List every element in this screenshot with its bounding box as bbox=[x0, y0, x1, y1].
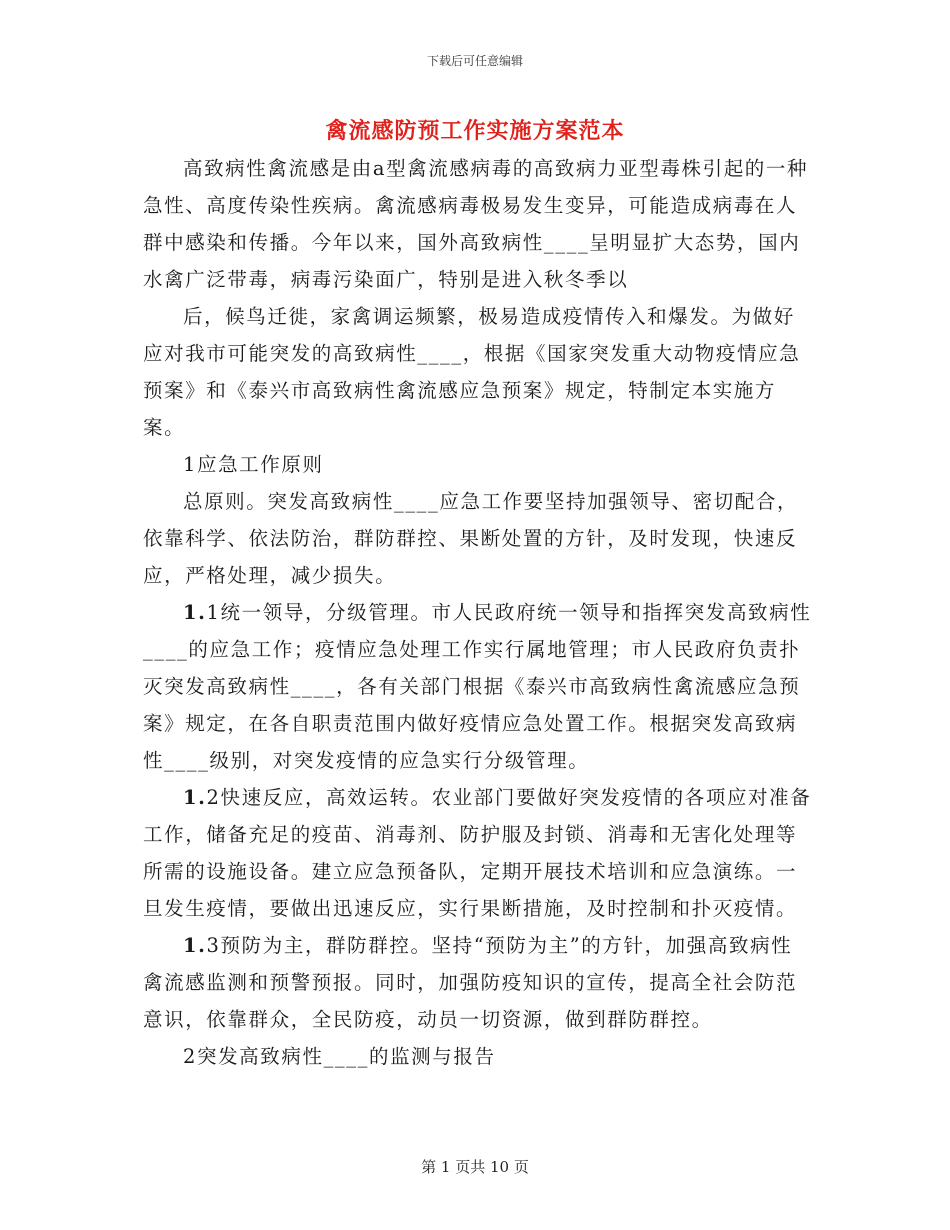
section-text: 1统一领导，分级管理。市人民政府统一领导和指挥突发高致病性____的应急工作；疫情应急处理工作实行属地管理；市人民政府负责扑灭突发高致病性____，各有关部门根据《泰兴市高致病性禽流感应急预案》规定，在各自职责范围内做好疫情应急处置工作。根据突发高致病性____级别，对突发疫情的应急实行分级管理。 bbox=[143, 601, 812, 772]
section-number: 1. bbox=[182, 934, 207, 957]
section-1-1 bbox=[143, 594, 813, 779]
paragraph-purpose: 后，候鸟迁徙，家禽调运频繁，极易造成疫情传入和爆发。为做好应对我市可能突发的高致病性____，根据《国家突发重大动物疫情应急预案》和《泰兴市高致病性禽流感应急预案》规定，特制定本实施方案。 bbox=[143, 305, 801, 439]
section-number: 1. bbox=[182, 786, 207, 809]
section-text: 2快速反应，高效运转。农业部门要做好突发疫情的各项应对准备工作，储备充足的疫苗、消毒剂、防护服及封锁、消毒和无害化处理等所需的设施设备。建立应急预备队，定期开展技术培训和应急演练。一旦发生疫情，要做出迅速反应，实行果断措施，及时控制和扑灭疫情。 bbox=[143, 786, 812, 920]
page-number: 第 1 页共 10 页 bbox=[421, 1158, 529, 1176]
header-note: 下载后可任意编辑 bbox=[426, 54, 523, 68]
section-text: 3预防为主，群防群控。坚持“预防为主”的方针，加强高致病性禽流感监测和预警预报。同时，加强防疫知识的宣传，提高全社会防范意识，依靠群众，全民防疫，动员一切资源，做到群防群控。 bbox=[143, 934, 798, 1031]
heading-monitoring: 2突发高致病性____的监测与报告 bbox=[182, 1045, 496, 1068]
document-title: 禽流感防预工作实施方案范本 bbox=[325, 118, 625, 144]
document-body bbox=[143, 150, 813, 1075]
section-number: 1. bbox=[182, 601, 207, 624]
section-1-3 bbox=[143, 927, 813, 1038]
paragraph-general-principle: 总原则。突发高致病性____应急工作要坚持加强领导、密切配合，依靠科学、依法防治，群防群控、果断处置的方针，及时发现，快速反应，严格处理，减少损失。 bbox=[143, 490, 799, 587]
paragraph-intro: 高致病性禽流感是由a型禽流感病毒的高致病力亚型毒株引起的一种急性、高度传染性疾病。禽流感病毒极易发生变异，可能造成病毒在人群中感染和传播。今年以来，国外高致病性____呈明显扩大态势，国内水禽广泛带毒，病毒污染面广，特别是进入秋冬季以 bbox=[143, 157, 809, 291]
heading-principles: 1应急工作原则 bbox=[182, 453, 324, 476]
section-1-2 bbox=[143, 779, 813, 927]
